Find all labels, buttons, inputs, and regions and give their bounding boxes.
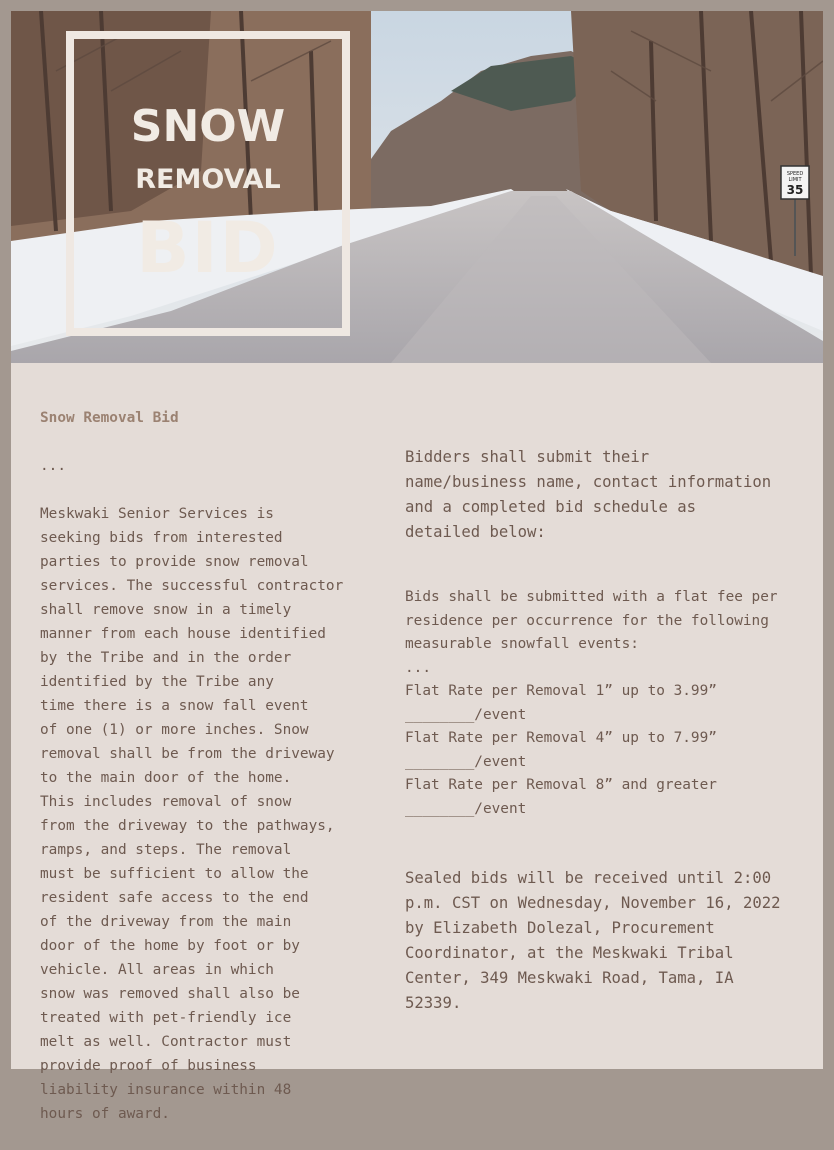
hero-photo bbox=[11, 11, 823, 363]
title-frame bbox=[66, 31, 350, 336]
rate-blank: ________/event bbox=[405, 706, 527, 723]
rate-blank: ________/event bbox=[405, 753, 527, 770]
section-heading: Snow Removal Bid bbox=[40, 410, 179, 426]
rate-blank: ________/event bbox=[405, 800, 527, 817]
description-text: Meskwaki Senior Services is seeking bids from interested parties to provide snow removal services. The successful contractor shall remove snow in a timely manner from each house identified by the Tribe and in the order identified by the Tribe any time there is a snow fall event of one (1) or more inches. Snow removal shall be from the driveway to the main door of the home. This includes removal of snow from the driveway to the pathways, ramps, and steps. The removal must be sufficient to allow the resident safe access to the end of the driveway from the main door of the home by foot or by vehicle. All areas in which snow was removed shall also be treated with pet-friendly ice melt as well. Contractor must provide proof of business liability insurance within 48 hours of award. bbox=[40, 506, 344, 1122]
ellipsis: ... bbox=[40, 458, 66, 474]
title-bid: BID bbox=[136, 207, 280, 289]
flat-fee-instructions: Bids shall be submitted with a flat fee per residence per occurrence for the following measurable snowfall events: ... bbox=[405, 589, 778, 676]
title-removal: REMOVAL bbox=[135, 164, 281, 195]
title-snow: SNOW bbox=[130, 101, 286, 152]
deadline-text: Sealed bids will be received until 2:00 p.m. CST on Wednesday, November 16, 2022 by Elizabeth Dolezal, Procurement Coordinator, at the Meskwaki Tribal Center, 349 Meskwaki Road, Tama, IA 52339. bbox=[405, 869, 781, 1012]
rate-label: Flat Rate per Removal 8” and greater bbox=[405, 777, 717, 793]
sign-speed-text: SPEED bbox=[786, 171, 804, 177]
rate-list bbox=[405, 680, 805, 821]
rate-label: Flat Rate per Removal 4” up to 7.99” bbox=[405, 730, 717, 746]
sign-limit-text: LIMIT bbox=[788, 177, 802, 183]
rate-label: Flat Rate per Removal 1” up to 3.99” bbox=[405, 683, 717, 699]
left-column bbox=[40, 382, 370, 1150]
submission-instructions: Bidders shall submit their name/business name, contact information and a completed bid schedule as detailed below: bbox=[405, 448, 772, 541]
sign-number-text: 35 bbox=[786, 183, 804, 197]
right-column bbox=[405, 445, 805, 1016]
